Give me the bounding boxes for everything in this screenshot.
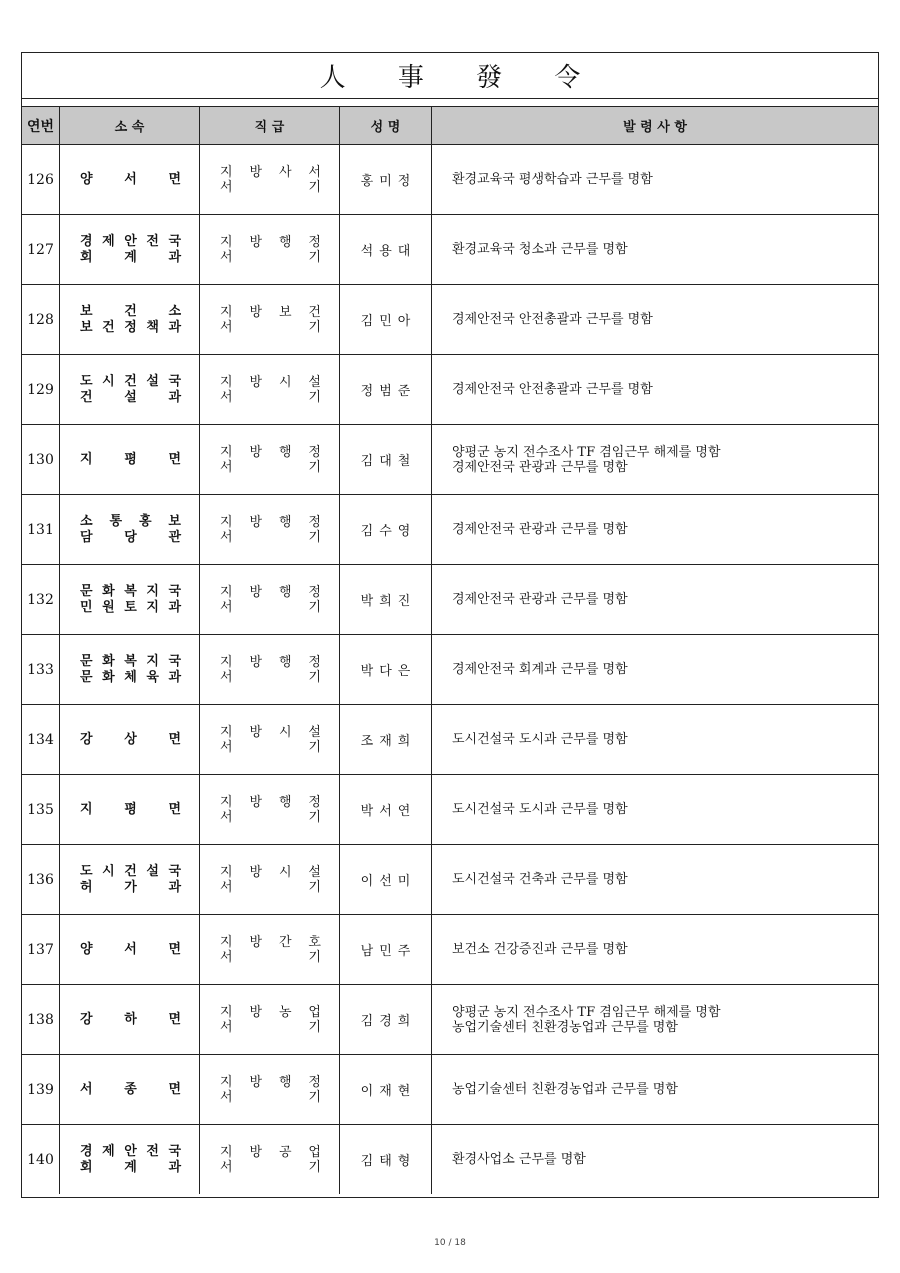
table-row [22,145,878,215]
dept-line: 지 평 면 [80,801,181,817]
desc-cell [432,425,879,495]
table-row [22,1125,878,1195]
row-number: 134 [22,705,60,775]
dept-line: 보 건 소 [80,303,181,319]
person-name: 남민주 [360,944,417,959]
person-name: 김민아 [360,314,417,329]
dept-cell [60,565,200,635]
person-name: 김대철 [360,454,417,469]
desc-cell [432,215,879,285]
desc-cell [432,775,879,845]
dept-line: 민 원 토 지 과 [80,599,181,615]
row-number: 128 [22,285,60,355]
row-number: 139 [22,1055,60,1125]
table-row [22,985,878,1055]
name-cell [340,705,432,775]
name-cell [340,845,432,915]
person-name: 김경희 [360,1014,417,1029]
desc-cell [432,565,879,635]
rank-cell [200,705,340,775]
rank-line: 지 방 간 호 [220,934,321,950]
dept-line: 문 화 복 지 국 [80,583,181,599]
personnel-table [22,106,878,1194]
rank-line: 지 방 행 정 [220,794,321,810]
desc-cell [432,285,879,355]
dept-line: 허 가 과 [80,879,181,895]
dept-line: 건 설 과 [80,389,181,405]
desc-line: 농업기술센터 친환경농업과 근무를 명함 [452,1082,678,1097]
person-name: 김태형 [360,1154,417,1169]
dept-line: 경 제 안 전 국 [80,233,181,249]
desc-line: 경제안전국 안전총괄과 근무를 명함 [452,312,653,327]
dept-cell [60,845,200,915]
desc-line: 환경교육국 평생학습과 근무를 명함 [452,172,653,187]
page-number: 10 / 18 [434,1238,466,1248]
name-cell [340,1125,432,1195]
name-cell [340,915,432,985]
table-row [22,495,878,565]
table-row [22,425,878,495]
rank-cell [200,915,340,985]
rank-cell [200,565,340,635]
row-number: 132 [22,565,60,635]
rank-cell [200,1125,340,1195]
row-number: 140 [22,1125,60,1195]
table-row [22,775,878,845]
header-name: 성 명 [340,107,432,145]
rank-line: 서 기 [220,1019,321,1035]
dept-line: 회 계 과 [80,1159,181,1175]
table-header-row [22,107,878,145]
dept-line: 경 제 안 전 국 [80,1143,181,1159]
row-number: 136 [22,845,60,915]
dept-line: 보 건 정 책 과 [80,319,181,335]
table-row [22,635,878,705]
dept-cell [60,915,200,985]
rank-line: 서 기 [220,529,321,545]
dept-cell [60,635,200,705]
row-number: 131 [22,495,60,565]
name-cell [340,565,432,635]
header-no: 연번 [22,107,60,145]
person-name: 석용대 [360,244,417,259]
person-name: 이선미 [360,874,417,889]
desc-line: 경제안전국 안전총괄과 근무를 명함 [452,382,653,397]
rank-cell [200,1055,340,1125]
desc-line: 양평군 농지 전수조사 TF 겸임근무 해제를 명함 [452,1004,721,1020]
dept-cell [60,215,200,285]
desc-line: 도시건설국 건축과 근무를 명함 [452,872,628,887]
document-title: 人 事 發 令 [319,63,603,93]
row-number: 133 [22,635,60,705]
name-cell [340,495,432,565]
table-row [22,705,878,775]
rank-cell [200,775,340,845]
header-rank: 직 급 [200,107,340,145]
dept-cell [60,285,200,355]
rank-line: 지 방 공 업 [220,1144,321,1160]
desc-cell [432,495,879,565]
table-row [22,215,878,285]
dept-line: 담 당 관 [80,529,181,545]
rank-line: 서 기 [220,389,321,405]
desc-cell [432,705,879,775]
row-number: 130 [22,425,60,495]
rank-cell [200,635,340,705]
desc-cell [432,145,879,215]
title-divider [22,98,878,99]
dept-line: 강 상 면 [80,731,181,747]
desc-line: 도시건설국 도시과 근무를 명함 [452,802,628,817]
person-name: 박서연 [360,804,417,819]
name-cell [340,355,432,425]
rank-line: 서 기 [220,809,321,825]
rank-line: 지 방 행 정 [220,1074,321,1090]
row-number: 127 [22,215,60,285]
rank-line: 서 기 [220,1089,321,1105]
table-row [22,355,878,425]
rank-cell [200,285,340,355]
rank-line: 지 방 행 정 [220,584,321,600]
rank-line: 지 방 행 정 [220,444,321,460]
rank-line: 서 기 [220,319,321,335]
rank-line: 서 기 [220,949,321,965]
desc-line: 보건소 건강증진과 근무를 명함 [452,942,628,957]
person-name: 김수영 [360,524,417,539]
desc-cell [432,1055,879,1125]
name-cell [340,1055,432,1125]
person-name: 이재현 [360,1084,417,1099]
desc-line: 양평군 농지 전수조사 TF 겸임근무 해제를 명함 [452,444,721,460]
name-cell [340,985,432,1055]
row-number: 135 [22,775,60,845]
dept-cell [60,355,200,425]
desc-line: 경제안전국 관광과 근무를 명함 [452,459,628,475]
dept-cell [60,705,200,775]
rank-line: 지 방 보 건 [220,304,321,320]
rank-cell [200,845,340,915]
dept-cell [60,1055,200,1125]
row-number: 137 [22,915,60,985]
desc-line: 경제안전국 회계과 근무를 명함 [452,662,628,677]
rank-line: 서 기 [220,459,321,475]
rank-line: 서 기 [220,669,321,685]
rank-cell [200,145,340,215]
dept-line: 서 종 면 [80,1081,181,1097]
dept-cell [60,425,200,495]
dept-line: 소 통 홍 보 [80,513,181,529]
row-number: 129 [22,355,60,425]
name-cell [340,145,432,215]
name-cell [340,285,432,355]
rank-line: 지 방 시 설 [220,374,321,390]
person-name: 정범준 [360,384,417,399]
document-frame [21,52,879,1198]
person-name: 박다은 [360,664,417,679]
dept-cell [60,1125,200,1195]
rank-cell [200,495,340,565]
name-cell [340,635,432,705]
dept-cell [60,495,200,565]
table-row [22,285,878,355]
desc-cell [432,1125,879,1195]
desc-cell [432,985,879,1055]
rank-line: 지 방 행 정 [220,514,321,530]
person-name: 조재희 [360,734,417,749]
header-desc: 발 령 사 항 [432,107,879,145]
desc-line: 도시건설국 도시과 근무를 명함 [452,732,628,747]
name-cell [340,775,432,845]
dept-cell [60,145,200,215]
rank-cell [200,355,340,425]
rank-line: 서 기 [220,599,321,615]
rank-line: 서 기 [220,179,321,195]
desc-cell [432,915,879,985]
name-cell [340,215,432,285]
dept-line: 지 평 면 [80,451,181,467]
dept-line: 도 시 건 설 국 [80,863,181,879]
dept-line: 문 화 체 육 과 [80,669,181,685]
dept-line: 강 하 면 [80,1011,181,1027]
row-number: 126 [22,145,60,215]
dept-cell [60,985,200,1055]
dept-line: 회 계 과 [80,249,181,265]
rank-line: 서 기 [220,1159,321,1175]
desc-line: 농업기술센터 친환경농업과 근무를 명함 [452,1019,678,1035]
rank-cell [200,985,340,1055]
row-number: 138 [22,985,60,1055]
desc-line: 경제안전국 관광과 근무를 명함 [452,522,628,537]
table-row [22,915,878,985]
dept-cell [60,775,200,845]
rank-cell [200,425,340,495]
desc-cell [432,845,879,915]
rank-line: 지 방 행 정 [220,234,321,250]
table-row [22,845,878,915]
rank-line: 서 기 [220,739,321,755]
rank-line: 지 방 행 정 [220,654,321,670]
header-dept: 소 속 [60,107,200,145]
rank-line: 지 방 시 설 [220,864,321,880]
dept-line: 양 서 면 [80,171,181,187]
rank-line: 지 방 시 설 [220,724,321,740]
desc-line: 환경사업소 근무를 명함 [452,1152,586,1167]
person-name: 홍미정 [360,174,417,189]
name-cell [340,425,432,495]
rank-line: 서 기 [220,879,321,895]
table-row [22,1055,878,1125]
person-name: 박희진 [360,594,417,609]
desc-cell [432,355,879,425]
rank-line: 지 방 사 서 [220,164,321,180]
dept-line: 문 화 복 지 국 [80,653,181,669]
desc-cell [432,635,879,705]
table-row [22,565,878,635]
dept-line: 양 서 면 [80,941,181,957]
rank-line: 지 방 농 업 [220,1004,321,1020]
rank-cell [200,215,340,285]
rank-line: 서 기 [220,249,321,265]
dept-line: 도 시 건 설 국 [80,373,181,389]
desc-line: 환경교육국 청소과 근무를 명함 [452,242,628,257]
desc-line: 경제안전국 관광과 근무를 명함 [452,592,628,607]
